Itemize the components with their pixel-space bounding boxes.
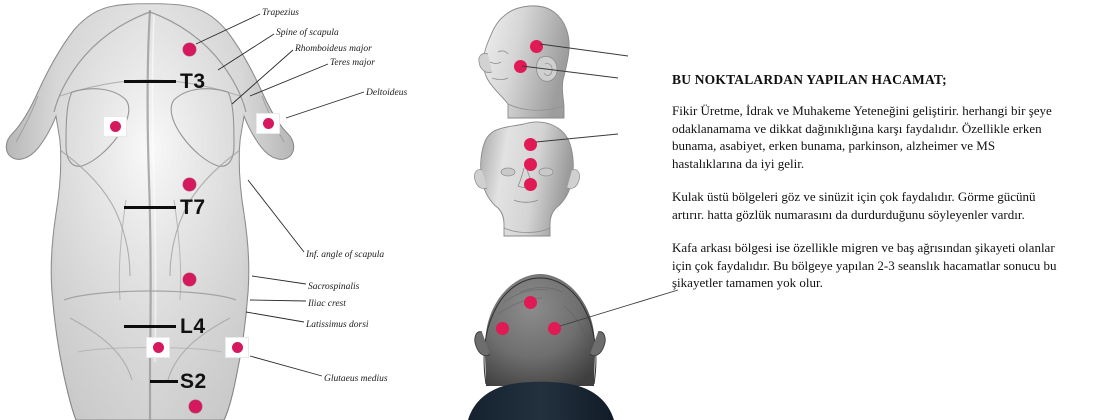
anatomy-label-iliac-crest: Iliac crest [308, 299, 346, 309]
side-head-callout-lines [468, 0, 658, 120]
cupping-point-back-5 [183, 273, 196, 286]
anatomy-label-inf-angle-of-scapula: Inf. angle of scapula [306, 250, 385, 260]
vertebra-line-l4 [124, 325, 176, 328]
cupping-point-back-6 [146, 337, 170, 358]
cupping-point-back-8 [189, 400, 202, 413]
back-anatomy-panel [0, 0, 430, 420]
anatomy-label-sacrospinalis: Sacrospinalis [308, 282, 360, 292]
anatomy-label-latissimus-dorsi: Latissimus dorsi [306, 320, 369, 330]
cupping-point-back-4 [183, 178, 196, 191]
cupping-point-back-3 [256, 113, 280, 134]
anatomy-label-spine-of-scapula: Spine of scapula [276, 28, 339, 38]
back-head-callout-lines [468, 262, 698, 420]
vertebra-line-t7 [124, 206, 176, 209]
side-profile-head [468, 0, 618, 120]
back-of-head [468, 262, 618, 420]
vertebra-label-s2: S2 [180, 370, 207, 393]
front-face-head [468, 118, 618, 238]
anatomy-label-glutaeus-medius: Glutaeus medius [324, 374, 388, 384]
vertebra-line-t3 [124, 80, 176, 83]
front-head-callout-lines [468, 118, 658, 238]
anatomy-label-rhomboideus-major: Rhomboideus major [295, 44, 372, 54]
description-text-panel [672, 72, 1064, 308]
anatomy-label-trapezius: Trapezius [262, 8, 299, 18]
description-title: BU NOKTALARDAN YAPILAN HACAMAT; [672, 72, 947, 87]
cupping-point-back-2 [103, 116, 127, 137]
description-paragraph-3: Kafa arkası bölgesi ise özellikle migren ve baş ağrısından şikayeti olanlar için çok faydalıdır. Bu bölgeye yapılan 2-3 seanslık hacamatlar sonucu bu şikayetler tamamen yok olur. [672, 240, 1057, 290]
anatomy-label-teres-major: Teres major [330, 58, 375, 68]
cupping-point-back-7 [225, 337, 249, 358]
vertebra-line-s2 [150, 380, 178, 383]
anatomy-label-deltoideus: Deltoideus [366, 88, 408, 98]
description-paragraph-1: Fikir Üretme, İdrak ve Muhakeme Yeteneğini geliştirir. herhangi bir şeye odaklanamama ve dikkat dağınıklığına karşı faydalıdır. Özellikle erken bunama, asabiyet, erken bunama, parkinson, alzheimer ve MS hastalıklarına da iyi gelir. [672, 103, 1052, 171]
vertebra-label-l4: L4 [180, 315, 206, 338]
vertebra-label-t7: T7 [180, 196, 206, 219]
head-views-panel [468, 0, 658, 420]
cupping-point-back-1 [183, 43, 196, 56]
vertebra-label-t3: T3 [180, 70, 206, 93]
description-paragraph-2: Kulak üstü bölgeleri göz ve sinüzit için çok faydalıdır. Görme gücünü artırır. hatta gözlük numarasını da durdurduğunu söyleyenler vardır. [672, 189, 1036, 222]
